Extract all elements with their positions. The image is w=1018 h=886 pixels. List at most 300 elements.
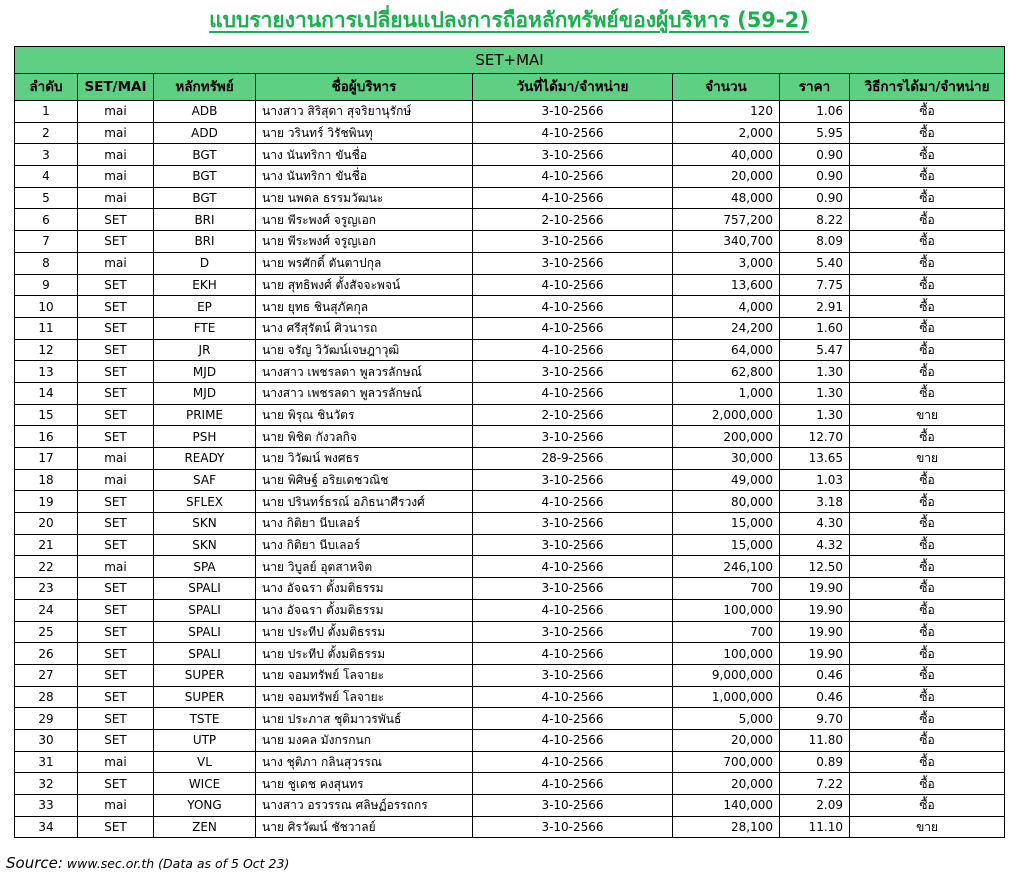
cell-amount: 100,000 [673,643,780,665]
cell-executive-name: นาย จอมทรัพย์ โลจายะ [256,664,473,686]
cell-executive-name: นาย พิศิษฐ์ อริยเดชวณิช [256,469,473,491]
cell-date: 4-10-2566 [473,708,673,730]
cell-amount: 13,600 [673,274,780,296]
cell-seq: 26 [15,643,78,665]
cell-price: 1.30 [780,361,850,383]
cell-security: TSTE [154,708,256,730]
cell-date: 4-10-2566 [473,686,673,708]
source-note [6,854,289,872]
cell-date: 3-10-2566 [473,101,673,123]
cell-method: ซื้อ [850,621,1005,643]
cell-amount: 120 [673,101,780,123]
cell-seq: 28 [15,686,78,708]
cell-method: ซื้อ [850,209,1005,231]
cell-method: ซื้อ [850,144,1005,166]
cell-security: EP [154,296,256,318]
table-row [15,729,1005,751]
cell-security: BGT [154,144,256,166]
cell-market: SET [78,816,154,838]
cell-method: ซื้อ [850,361,1005,383]
cell-method: ซื้อ [850,599,1005,621]
cell-amount: 700,000 [673,751,780,773]
cell-seq: 22 [15,556,78,578]
cell-market: SET [78,404,154,426]
table-row [15,317,1005,339]
cell-price: 11.80 [780,729,850,751]
cell-amount: 340,700 [673,231,780,253]
cell-price: 4.32 [780,534,850,556]
cell-seq: 32 [15,773,78,795]
cell-date: 4-10-2566 [473,339,673,361]
cell-security: EKH [154,274,256,296]
cell-price: 8.09 [780,231,850,253]
cell-method: ซื้อ [850,795,1005,817]
cell-security: BRI [154,209,256,231]
cell-market: mai [78,166,154,188]
cell-executive-name: นาง นันทริกา ขันชื่อ [256,166,473,188]
cell-price: 13.65 [780,448,850,470]
cell-amount: 40,000 [673,144,780,166]
cell-date: 3-10-2566 [473,795,673,817]
cell-date: 28-9-2566 [473,448,673,470]
cell-seq: 16 [15,426,78,448]
table-row [15,773,1005,795]
cell-price: 0.89 [780,751,850,773]
cell-market: SET [78,621,154,643]
cell-amount: 9,000,000 [673,664,780,686]
cell-market: mai [78,101,154,123]
cell-price: 2.09 [780,795,850,817]
cell-date: 3-10-2566 [473,664,673,686]
cell-executive-name: นาง อัจฉรา ตั้งมติธรรม [256,578,473,600]
cell-executive-name: นางสาว เพชรลดา พูลวรลักษณ์ [256,382,473,404]
cell-security: VL [154,751,256,773]
cell-security: MJD [154,361,256,383]
cell-amount: 2,000 [673,122,780,144]
cell-price: 19.90 [780,599,850,621]
cell-security: SPA [154,556,256,578]
cell-method: ซื้อ [850,534,1005,556]
cell-market: mai [78,795,154,817]
cell-executive-name: นาย มงคล มังกรกนก [256,729,473,751]
cell-security: PRIME [154,404,256,426]
cell-method: ซื้อ [850,187,1005,209]
table-row [15,166,1005,188]
cell-amount: 48,000 [673,187,780,209]
cell-amount: 100,000 [673,599,780,621]
cell-security: SKN [154,513,256,535]
cell-security: BGT [154,187,256,209]
cell-seq: 21 [15,534,78,556]
cell-amount: 30,000 [673,448,780,470]
table-row [15,664,1005,686]
cell-security: FTE [154,317,256,339]
cell-amount: 246,100 [673,556,780,578]
cell-price: 7.75 [780,274,850,296]
cell-amount: 62,800 [673,361,780,383]
cell-security: D [154,252,256,274]
cell-seq: 2 [15,122,78,144]
cell-method: ซื้อ [850,729,1005,751]
cell-amount: 2,000,000 [673,404,780,426]
cell-method: ซื้อ [850,751,1005,773]
cell-method: ขาย [850,816,1005,838]
cell-executive-name: นาย พีระพงศ์ จรูญเอก [256,209,473,231]
cell-market: SET [78,491,154,513]
cell-method: ซื้อ [850,708,1005,730]
table-row [15,751,1005,773]
cell-date: 4-10-2566 [473,382,673,404]
col-header-method: วิธีการได้มา/จำหน่าย [850,74,1005,101]
cell-executive-name: นาย นพดล ธรรมวัฒนะ [256,187,473,209]
market-banner: SET+MAI [15,47,1005,74]
cell-date: 4-10-2566 [473,643,673,665]
cell-price: 19.90 [780,643,850,665]
cell-market: SET [78,599,154,621]
cell-amount: 3,000 [673,252,780,274]
cell-security: ADD [154,122,256,144]
cell-amount: 28,100 [673,816,780,838]
cell-method: ซื้อ [850,339,1005,361]
cell-amount: 200,000 [673,426,780,448]
cell-price: 0.90 [780,144,850,166]
cell-date: 3-10-2566 [473,534,673,556]
cell-seq: 25 [15,621,78,643]
cell-seq: 17 [15,448,78,470]
source-label: Source: [6,854,63,872]
cell-market: SET [78,317,154,339]
cell-executive-name: นาย จอมทรัพย์ โลจายะ [256,686,473,708]
cell-price: 0.90 [780,166,850,188]
cell-market: mai [78,122,154,144]
col-header-executive-name: ชื่อผู้บริหาร [256,74,473,101]
cell-executive-name: นาง กิติยา นีบเลอร์ [256,513,473,535]
cell-amount: 80,000 [673,491,780,513]
cell-executive-name: นาย ศิรวัฒน์ ชัชวาลย์ [256,816,473,838]
cell-date: 3-10-2566 [473,469,673,491]
table-row [15,708,1005,730]
cell-executive-name: นาย วิบูลย์ อุตสาหจิต [256,556,473,578]
cell-date: 3-10-2566 [473,621,673,643]
cell-seq: 20 [15,513,78,535]
table-row [15,621,1005,643]
cell-seq: 10 [15,296,78,318]
cell-market: mai [78,751,154,773]
cell-price: 19.90 [780,621,850,643]
cell-executive-name: นาย ชูเดช คงสุนทร [256,773,473,795]
col-header-price: ราคา [780,74,850,101]
cell-security: ZEN [154,816,256,838]
cell-price: 12.50 [780,556,850,578]
cell-market: SET [78,339,154,361]
cell-security: SPALI [154,621,256,643]
column-header-row [15,74,1005,101]
cell-method: ซื้อ [850,101,1005,123]
cell-date: 3-10-2566 [473,816,673,838]
table-row [15,252,1005,274]
cell-date: 3-10-2566 [473,144,673,166]
source-text: www.sec.or.th (Data as of 5 Oct 23) [62,856,290,871]
cell-seq: 9 [15,274,78,296]
cell-executive-name: นาย วิวัฒน์ พงศธร [256,448,473,470]
cell-security: BRI [154,231,256,253]
table-row [15,187,1005,209]
cell-amount: 1,000 [673,382,780,404]
table-row [15,122,1005,144]
col-header-date: วันที่ได้มา/จำหน่าย [473,74,673,101]
cell-market: SET [78,513,154,535]
table-row [15,361,1005,383]
cell-security: UTP [154,729,256,751]
cell-security: SKN [154,534,256,556]
table-row [15,101,1005,123]
cell-method: ซื้อ [850,686,1005,708]
table-row [15,339,1005,361]
cell-price: 5.47 [780,339,850,361]
cell-date: 4-10-2566 [473,317,673,339]
cell-method: ซื้อ [850,426,1005,448]
cell-market: SET [78,664,154,686]
table-row [15,643,1005,665]
cell-method: ซื้อ [850,491,1005,513]
cell-seq: 29 [15,708,78,730]
cell-method: ขาย [850,448,1005,470]
cell-security: PSH [154,426,256,448]
table-row [15,404,1005,426]
cell-executive-name: นาง ชุติภา กลินสุวรรณ [256,751,473,773]
cell-date: 2-10-2566 [473,209,673,231]
cell-security: SUPER [154,664,256,686]
cell-price: 0.46 [780,686,850,708]
cell-executive-name: นาย จรัญ วิวัฒน์เจษฎาวุฒิ [256,339,473,361]
cell-date: 3-10-2566 [473,426,673,448]
cell-market: SET [78,382,154,404]
report-title: แบบรายงานการเปลี่ยนแปลงการถือหลักทรัพย์ของผู้บริหาร (59-2) [209,8,809,32]
cell-date: 4-10-2566 [473,773,673,795]
cell-executive-name: นางสาว อรวรรณ ศลิษฏ์อรรถกร [256,795,473,817]
cell-security: WICE [154,773,256,795]
cell-date: 3-10-2566 [473,252,673,274]
table-row [15,534,1005,556]
cell-date: 3-10-2566 [473,231,673,253]
cell-executive-name: นาย ประทีป ตั้งมติธรรม [256,621,473,643]
cell-price: 19.90 [780,578,850,600]
cell-market: SET [78,773,154,795]
table-body [15,101,1005,838]
cell-market: mai [78,469,154,491]
cell-security: JR [154,339,256,361]
col-header-seq: ลำดับ [15,74,78,101]
table-row [15,209,1005,231]
col-header-market: SET/MAI [78,74,154,101]
cell-security: SUPER [154,686,256,708]
cell-executive-name: นาย พิรุณ ชินวัตร [256,404,473,426]
cell-price: 4.30 [780,513,850,535]
cell-security: BGT [154,166,256,188]
cell-date: 4-10-2566 [473,274,673,296]
cell-method: ซื้อ [850,664,1005,686]
table-row [15,578,1005,600]
cell-amount: 5,000 [673,708,780,730]
cell-price: 1.60 [780,317,850,339]
cell-amount: 20,000 [673,773,780,795]
cell-market: SET [78,534,154,556]
cell-executive-name: นาย ประทีป ตั้งมติธรรม [256,643,473,665]
cell-executive-name: นาย ประภาส ชุติมาวรพันธ์ [256,708,473,730]
cell-price: 5.40 [780,252,850,274]
col-header-security: หลักทรัพย์ [154,74,256,101]
table-row [15,448,1005,470]
table-row [15,274,1005,296]
cell-seq: 15 [15,404,78,426]
cell-seq: 34 [15,816,78,838]
cell-method: ซื้อ [850,469,1005,491]
cell-seq: 30 [15,729,78,751]
cell-method: ซื้อ [850,274,1005,296]
table-row [15,556,1005,578]
insider-trading-table [14,46,1005,838]
cell-seq: 11 [15,317,78,339]
cell-seq: 6 [15,209,78,231]
table-row [15,686,1005,708]
cell-security: SPALI [154,643,256,665]
table-row [15,491,1005,513]
cell-seq: 3 [15,144,78,166]
cell-amount: 24,200 [673,317,780,339]
cell-method: ซื้อ [850,643,1005,665]
cell-price: 8.22 [780,209,850,231]
cell-executive-name: นางสาว สิริสุดา สุจริยานุรักษ์ [256,101,473,123]
cell-security: MJD [154,382,256,404]
table-row [15,231,1005,253]
cell-price: 11.10 [780,816,850,838]
cell-executive-name: นาง กิติยา นีบเลอร์ [256,534,473,556]
cell-amount: 4,000 [673,296,780,318]
cell-price: 1.06 [780,101,850,123]
cell-market: SET [78,578,154,600]
cell-price: 0.46 [780,664,850,686]
cell-seq: 23 [15,578,78,600]
cell-seq: 5 [15,187,78,209]
cell-executive-name: นาง นันทริกา ขันชื่อ [256,144,473,166]
cell-amount: 700 [673,578,780,600]
cell-method: ซื้อ [850,578,1005,600]
table-row [15,795,1005,817]
cell-price: 3.18 [780,491,850,513]
cell-amount: 1,000,000 [673,686,780,708]
cell-security: SPALI [154,599,256,621]
cell-method: ซื้อ [850,231,1005,253]
cell-date: 2-10-2566 [473,404,673,426]
cell-method: ซื้อ [850,773,1005,795]
cell-method: ซื้อ [850,122,1005,144]
cell-market: SET [78,274,154,296]
cell-market: SET [78,686,154,708]
cell-price: 5.95 [780,122,850,144]
cell-security: SAF [154,469,256,491]
cell-seq: 33 [15,795,78,817]
cell-price: 0.90 [780,187,850,209]
cell-executive-name: นางสาว เพชรลดา พูลวรลักษณ์ [256,361,473,383]
cell-amount: 64,000 [673,339,780,361]
cell-price: 12.70 [780,426,850,448]
cell-date: 4-10-2566 [473,729,673,751]
cell-date: 4-10-2566 [473,491,673,513]
cell-security: SPALI [154,578,256,600]
cell-price: 7.22 [780,773,850,795]
cell-seq: 13 [15,361,78,383]
cell-method: ซื้อ [850,166,1005,188]
cell-market: SET [78,708,154,730]
cell-seq: 27 [15,664,78,686]
cell-seq: 24 [15,599,78,621]
cell-price: 1.30 [780,404,850,426]
cell-seq: 31 [15,751,78,773]
table-row [15,382,1005,404]
cell-price: 9.70 [780,708,850,730]
cell-market: SET [78,643,154,665]
table-row [15,426,1005,448]
cell-method: ซื้อ [850,317,1005,339]
cell-executive-name: นาย พรศักดิ์ ตันตาปกุล [256,252,473,274]
cell-market: SET [78,231,154,253]
cell-market: mai [78,144,154,166]
cell-seq: 1 [15,101,78,123]
cell-amount: 20,000 [673,166,780,188]
cell-amount: 140,000 [673,795,780,817]
cell-seq: 12 [15,339,78,361]
cell-market: mai [78,187,154,209]
cell-executive-name: นาย พีระพงศ์ จรูญเอก [256,231,473,253]
cell-method: ซื้อ [850,556,1005,578]
table-row [15,144,1005,166]
cell-amount: 700 [673,621,780,643]
cell-security: YONG [154,795,256,817]
cell-seq: 7 [15,231,78,253]
cell-executive-name: นาย ปรินทร์ธรณ์ อภิธนาศีรวงศ์ [256,491,473,513]
cell-market: SET [78,729,154,751]
cell-security: ADB [154,101,256,123]
cell-seq: 4 [15,166,78,188]
cell-market: SET [78,296,154,318]
cell-amount: 757,200 [673,209,780,231]
cell-price: 1.03 [780,469,850,491]
cell-date: 4-10-2566 [473,599,673,621]
cell-date: 4-10-2566 [473,166,673,188]
cell-amount: 20,000 [673,729,780,751]
cell-price: 1.30 [780,382,850,404]
cell-method: ซื้อ [850,513,1005,535]
cell-executive-name: นาง อัจฉรา ตั้งมติธรรม [256,599,473,621]
cell-date: 4-10-2566 [473,187,673,209]
cell-security: READY [154,448,256,470]
cell-date: 4-10-2566 [473,751,673,773]
cell-date: 4-10-2566 [473,122,673,144]
cell-date: 3-10-2566 [473,361,673,383]
cell-market: SET [78,209,154,231]
cell-method: ซื้อ [850,296,1005,318]
table-row [15,513,1005,535]
cell-amount: 15,000 [673,534,780,556]
table-banner-row [15,47,1005,74]
cell-price: 2.91 [780,296,850,318]
cell-amount: 49,000 [673,469,780,491]
cell-market: mai [78,556,154,578]
cell-seq: 8 [15,252,78,274]
cell-executive-name: นาง ศรีสุรัตน์ ศิวนารถ [256,317,473,339]
cell-seq: 14 [15,382,78,404]
table-row [15,469,1005,491]
